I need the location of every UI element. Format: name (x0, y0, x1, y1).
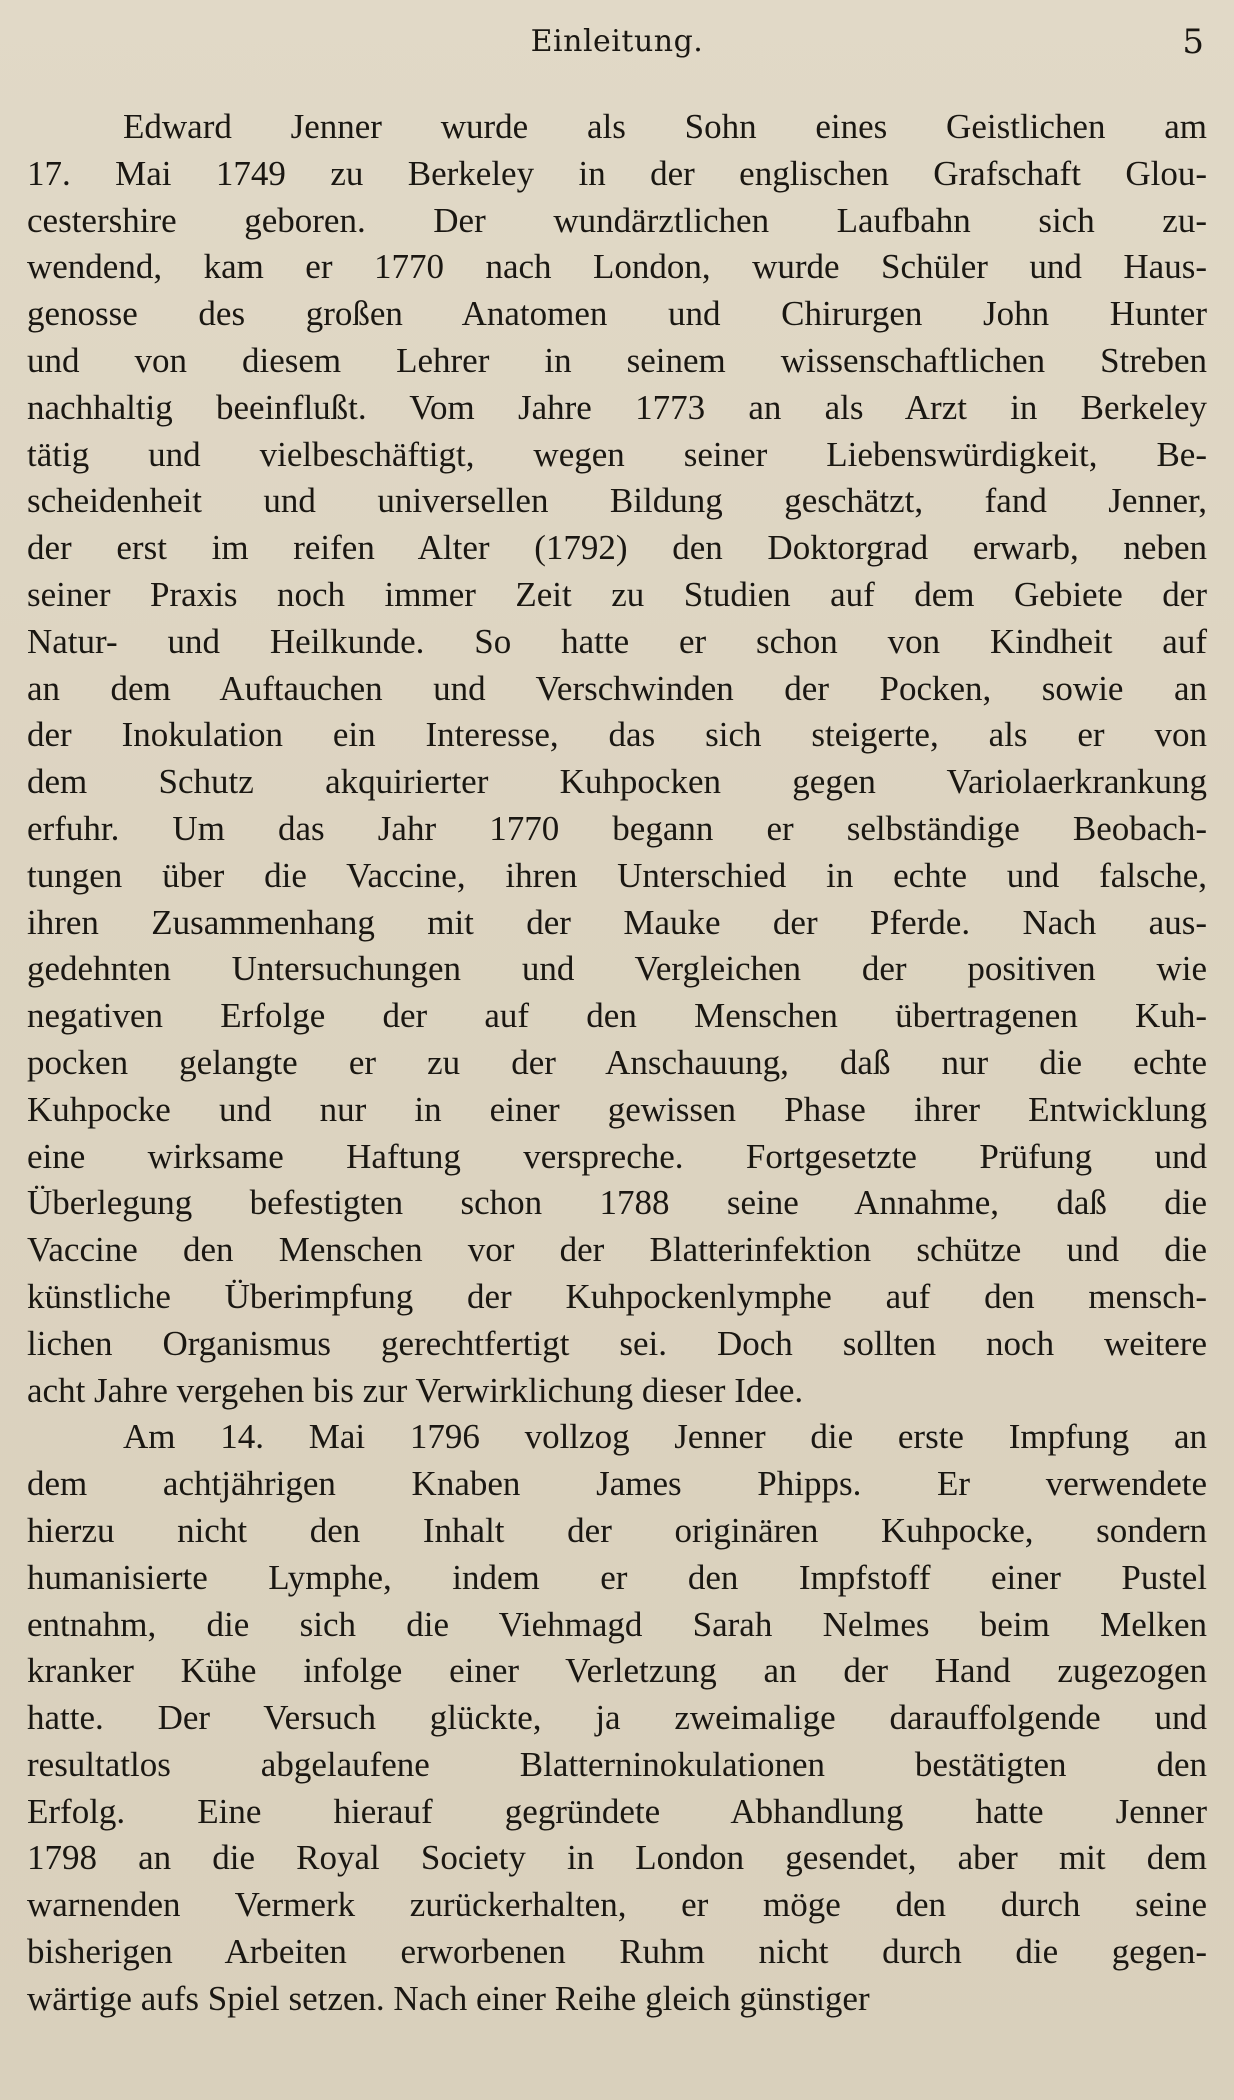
text-line: scheidenheit und universellen Bildung geschätzt, fand Jenner, (27, 481, 1207, 521)
text-line: gedehnten Untersuchungen und Vergleichen der positiven wie (27, 949, 1207, 989)
body-text (27, 104, 1207, 2023)
text-line: wärtige aufs Spiel setzen. Nach einer Reihe gleich günstiger (27, 1978, 870, 2018)
text-line: genosse des großen Anatomen und Chirurgen John Hunter (27, 294, 1207, 334)
text-line: künstliche Überimpfung der Kuhpockenlymphe auf den mensch- (27, 1276, 1207, 1316)
text-line: nachhaltig beeinflußt. Vom Jahre 1773 an als Arzt in Berkeley (27, 387, 1207, 427)
text-line: Kuhpocke und nur in einer gewissen Phase ihrer Entwicklung (27, 1089, 1207, 1129)
text-line: Am 14. Mai 1796 vollzog Jenner die erste Impfung an (123, 1417, 1207, 1457)
text-line: Vaccine den Menschen vor der Blatterinfektion schütze und die (27, 1230, 1207, 1270)
text-line: dem Schutz akquirierter Kuhpocken gegen Variolaerkrankung (27, 762, 1207, 802)
text-line: hierzu nicht den Inhalt der originären Kuhpocke, sondern (27, 1510, 1207, 1550)
text-line: der Inokulation ein Interesse, das sich steigerte, als er von (27, 715, 1207, 755)
text-line: warnenden Vermerk zurückerhalten, er möge den durch seine (27, 1885, 1207, 1925)
text-line: seiner Praxis noch immer Zeit zu Studien auf dem Gebiete der (27, 574, 1207, 614)
text-line: Natur- und Heilkunde. So hatte er schon von Kindheit auf (27, 621, 1207, 661)
text-line: 1798 an die Royal Society in London gesendet, aber mit dem (27, 1838, 1207, 1878)
text-line: entnahm, die sich die Viehmagd Sarah Nelmes beim Melken (27, 1604, 1207, 1644)
text-line: Edward Jenner wurde als Sohn eines Geistlichen am (123, 107, 1207, 146)
running-title: Einleitung. (530, 24, 704, 59)
text-line: und von diesem Lehrer in seinem wissenschaftlichen Streben (27, 340, 1207, 380)
page-number: 5 (1182, 22, 1204, 62)
text-line: 17. Mai 1749 zu Berkeley in der englischen Grafschaft Glou- (27, 153, 1207, 193)
text-line: eine wirksame Haftung verspreche. Fortgesetzte Prüfung und (27, 1136, 1207, 1176)
paragraph (27, 104, 1207, 1414)
text-line: erfuhr. Um das Jahr 1770 begann er selbständige Beobach- (27, 808, 1207, 848)
text-line: Erfolg. Eine hierauf gegründete Abhandlung hatte Jenner (27, 1791, 1207, 1831)
text-line: humanisierte Lymphe, indem er den Impfstoff einer Pustel (27, 1557, 1207, 1597)
text-line: kranker Kühe infolge einer Verletzung an der Hand zugezogen (27, 1651, 1207, 1691)
text-line: bisherigen Arbeiten erworbenen Ruhm nicht durch die gegen- (27, 1932, 1207, 1972)
text-line: wendend, kam er 1770 nach London, wurde Schüler und Haus- (27, 247, 1207, 287)
text-line: resultatlos abgelaufene Blatterninokulationen bestätigten den (27, 1744, 1207, 1784)
text-line: negativen Erfolge der auf den Menschen übertragenen Kuh- (27, 996, 1207, 1036)
text-line: pocken gelangte er zu der Anschauung, daß nur die echte (27, 1042, 1207, 1082)
paragraph-container (27, 104, 1207, 2023)
text-line: hatte. Der Versuch glückte, ja zweimalige darauffolgende und (27, 1698, 1207, 1738)
running-head (0, 22, 1234, 72)
text-line: dem achtjährigen Knaben James Phipps. Er verwendete (27, 1464, 1207, 1504)
text-line: acht Jahre vergehen bis zur Verwirklichung dieser Idee. (27, 1370, 804, 1410)
text-line: ihren Zusammenhang mit der Mauke der Pferde. Nach aus- (27, 902, 1207, 942)
text-line: Überlegung befestigten schon 1788 seine Annahme, daß die (27, 1183, 1207, 1223)
text-line: an dem Auftauchen und Verschwinden der Pocken, sowie an (27, 668, 1207, 708)
text-line: tungen über die Vaccine, ihren Unterschied in echte und falsche, (27, 855, 1207, 895)
text-line: lichen Organismus gerechtfertigt sei. Doch sollten noch weitere (27, 1323, 1207, 1363)
paragraph (27, 1414, 1207, 2022)
text-line: cestershire geboren. Der wundärztlichen Laufbahn sich zu- (27, 200, 1207, 240)
text-line: der erst im reifen Alter (1792) den Doktorgrad erwarb, neben (27, 528, 1207, 568)
text-line: tätig und vielbeschäftigt, wegen seiner Liebenswürdigkeit, Be- (27, 434, 1207, 474)
